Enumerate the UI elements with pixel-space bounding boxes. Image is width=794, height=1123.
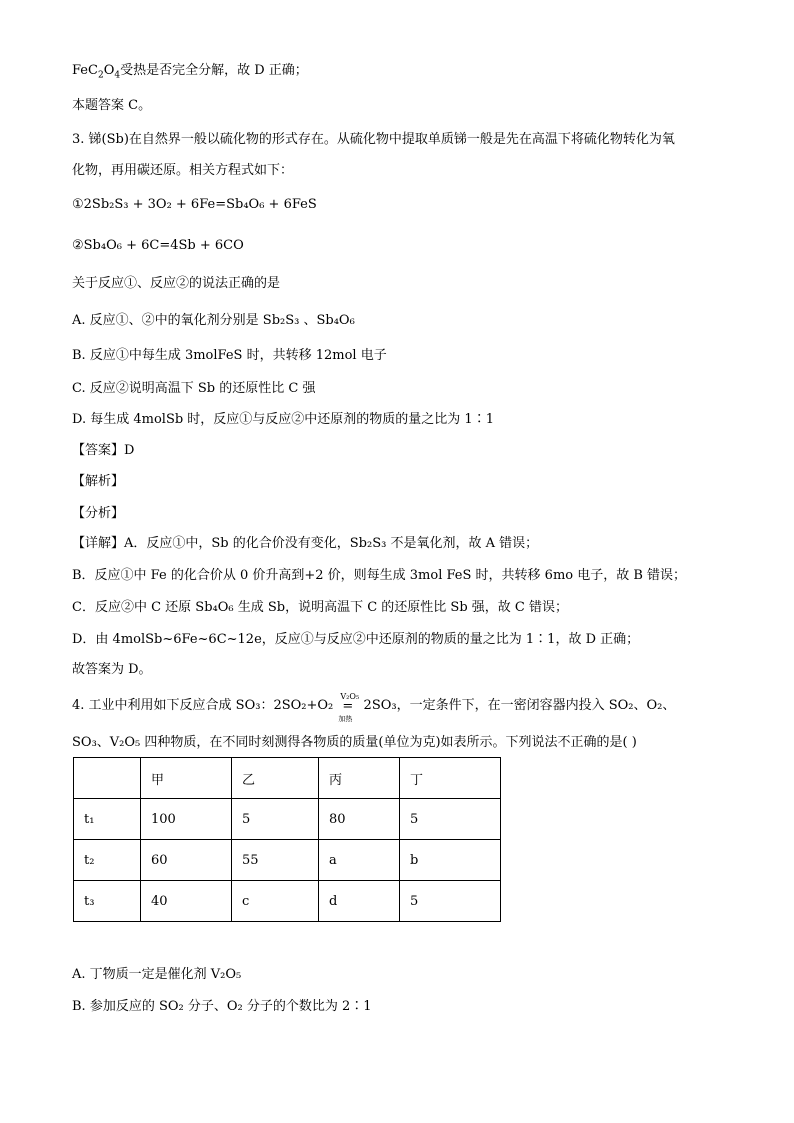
- table-cell: 40: [141, 881, 232, 922]
- detail-a-text: A．反应①中，Sb 的化合价没有变化，Sb₂S₃ 不是氧化剂，故 A 错误；: [124, 536, 539, 551]
- header-cell: 甲: [141, 758, 232, 799]
- header-cell: 乙: [232, 758, 319, 799]
- table-cell: 5: [400, 799, 501, 840]
- q3-answer-line: [72, 442, 134, 460]
- q3-detail-c: C．反应②中 C 还原 Sb₄O₆ 生成 Sb，说明高温下 C 的还原性比 Sb 强，故 C 错误；: [72, 600, 569, 615]
- q4-line-1-pre: 4. 工业中利用如下反应合成 SO₃：2SO₂+O₂: [72, 698, 334, 713]
- q3-option-c: C. 反应②说明高温下 Sb 的还原性比 C 强: [72, 381, 316, 396]
- q4-line-1: [72, 691, 676, 723]
- answer-value: D: [124, 443, 135, 458]
- q3-conclusion: 故答案为 D。: [72, 662, 152, 677]
- table-cell: 60: [141, 840, 232, 881]
- table-cell: a: [319, 840, 400, 881]
- mass-table: [73, 757, 501, 922]
- table-cell: 5: [400, 881, 501, 922]
- answer-tag: 【答案】: [72, 443, 125, 458]
- table-cell: d: [319, 881, 400, 922]
- table-row: [74, 881, 501, 922]
- q3-option-d: D. 每生成 4molSb 时，反应①与反应②中还原剂的物质的量之比为 1∶1: [72, 412, 494, 427]
- table-cell: b: [400, 840, 501, 881]
- prev-answer-line: 本题答案 C。: [72, 98, 152, 113]
- q3-jiexi-tag: 【解析】: [72, 474, 125, 489]
- q3-option-b: B. 反应①中每生成 3molFeS 时，共转移 12mol 电子: [72, 348, 387, 363]
- prev-fe-tail: 受热是否完全分解，故 D 正确；: [120, 63, 308, 78]
- table-cell: 100: [141, 799, 232, 840]
- q4-option-b: B. 参加反应的 SO₂ 分子、O₂ 分子的个数比为 2∶1: [72, 999, 372, 1014]
- q4-line-2: SO₃、V₂O₅ 四种物质，在不同时刻测得各物质的质量(单位为克)如表所示。下列说法不正确的是( ): [72, 735, 637, 750]
- equals-sign: =: [342, 698, 354, 714]
- q3-equation-2: ②Sb₄O₆ + 6C=4Sb + 6CO: [72, 238, 244, 253]
- reaction-condition: [337, 691, 360, 723]
- catalyst-label: V₂O₅: [340, 691, 360, 701]
- prev-fe-line: $FeC_2O_4$受热是否完全分解，故 D 正确；: [72, 63, 308, 81]
- q3-intro-2: 化物，再用碳还原。相关方程式如下：: [72, 163, 294, 178]
- q3-intro-1: 3. 锑(Sb)在自然界一般以硫化物的形式存在。从硫化物中提取单质锑一般是先在高温下将硫化物转化为氧: [72, 132, 675, 147]
- q3-stem: 关于反应①、反应②的说法正确的是: [72, 276, 281, 291]
- q3-fenxi-tag: 【分析】: [72, 506, 125, 521]
- table-cell: t₁: [74, 799, 141, 840]
- heating-label: 加热: [338, 714, 353, 723]
- q3-option-a: A. 反应①、②中的氧化剂分别是 Sb₂S₃ 、Sb₄O₆: [72, 313, 355, 328]
- table-cell: t₃: [74, 881, 141, 922]
- header-cell: 丁: [400, 758, 501, 799]
- q3-detail-d: D．由 4molSb~6Fe~6C~12e，反应①与反应②中还原剂的物质的量之比为 1∶1，故 D 正确；: [72, 632, 640, 647]
- header-cell: [74, 758, 141, 799]
- table-header-row: [74, 758, 501, 799]
- header-cell: 丙: [319, 758, 400, 799]
- q3-detail-a: [72, 535, 538, 553]
- table-row: [74, 799, 501, 840]
- q4-line-1-post: 2SO₃，一定条件下，在一密闭容器内投入 SO₂、O₂、: [363, 698, 676, 713]
- q4-option-a: A. 丁物质一定是催化剂 V₂O₅: [72, 967, 242, 982]
- table-cell: 55: [232, 840, 319, 881]
- q3-detail-b: B．反应①中 Fe 的化合价从 0 价升高到+2 价，则每生成 3mol FeS 时，共转移 6mo 电子，故 B 错误；: [72, 568, 687, 583]
- table-cell: 80: [319, 799, 400, 840]
- q3-equation-1: ①2Sb₂S₃ + 3O₂ + 6Fe=Sb₄O₆ + 6FeS: [72, 197, 317, 212]
- table-cell: t₂: [74, 840, 141, 881]
- detail-tag: 【详解】: [72, 536, 125, 551]
- table-cell: c: [232, 881, 319, 922]
- table-row: [74, 840, 501, 881]
- table-cell: 5: [232, 799, 319, 840]
